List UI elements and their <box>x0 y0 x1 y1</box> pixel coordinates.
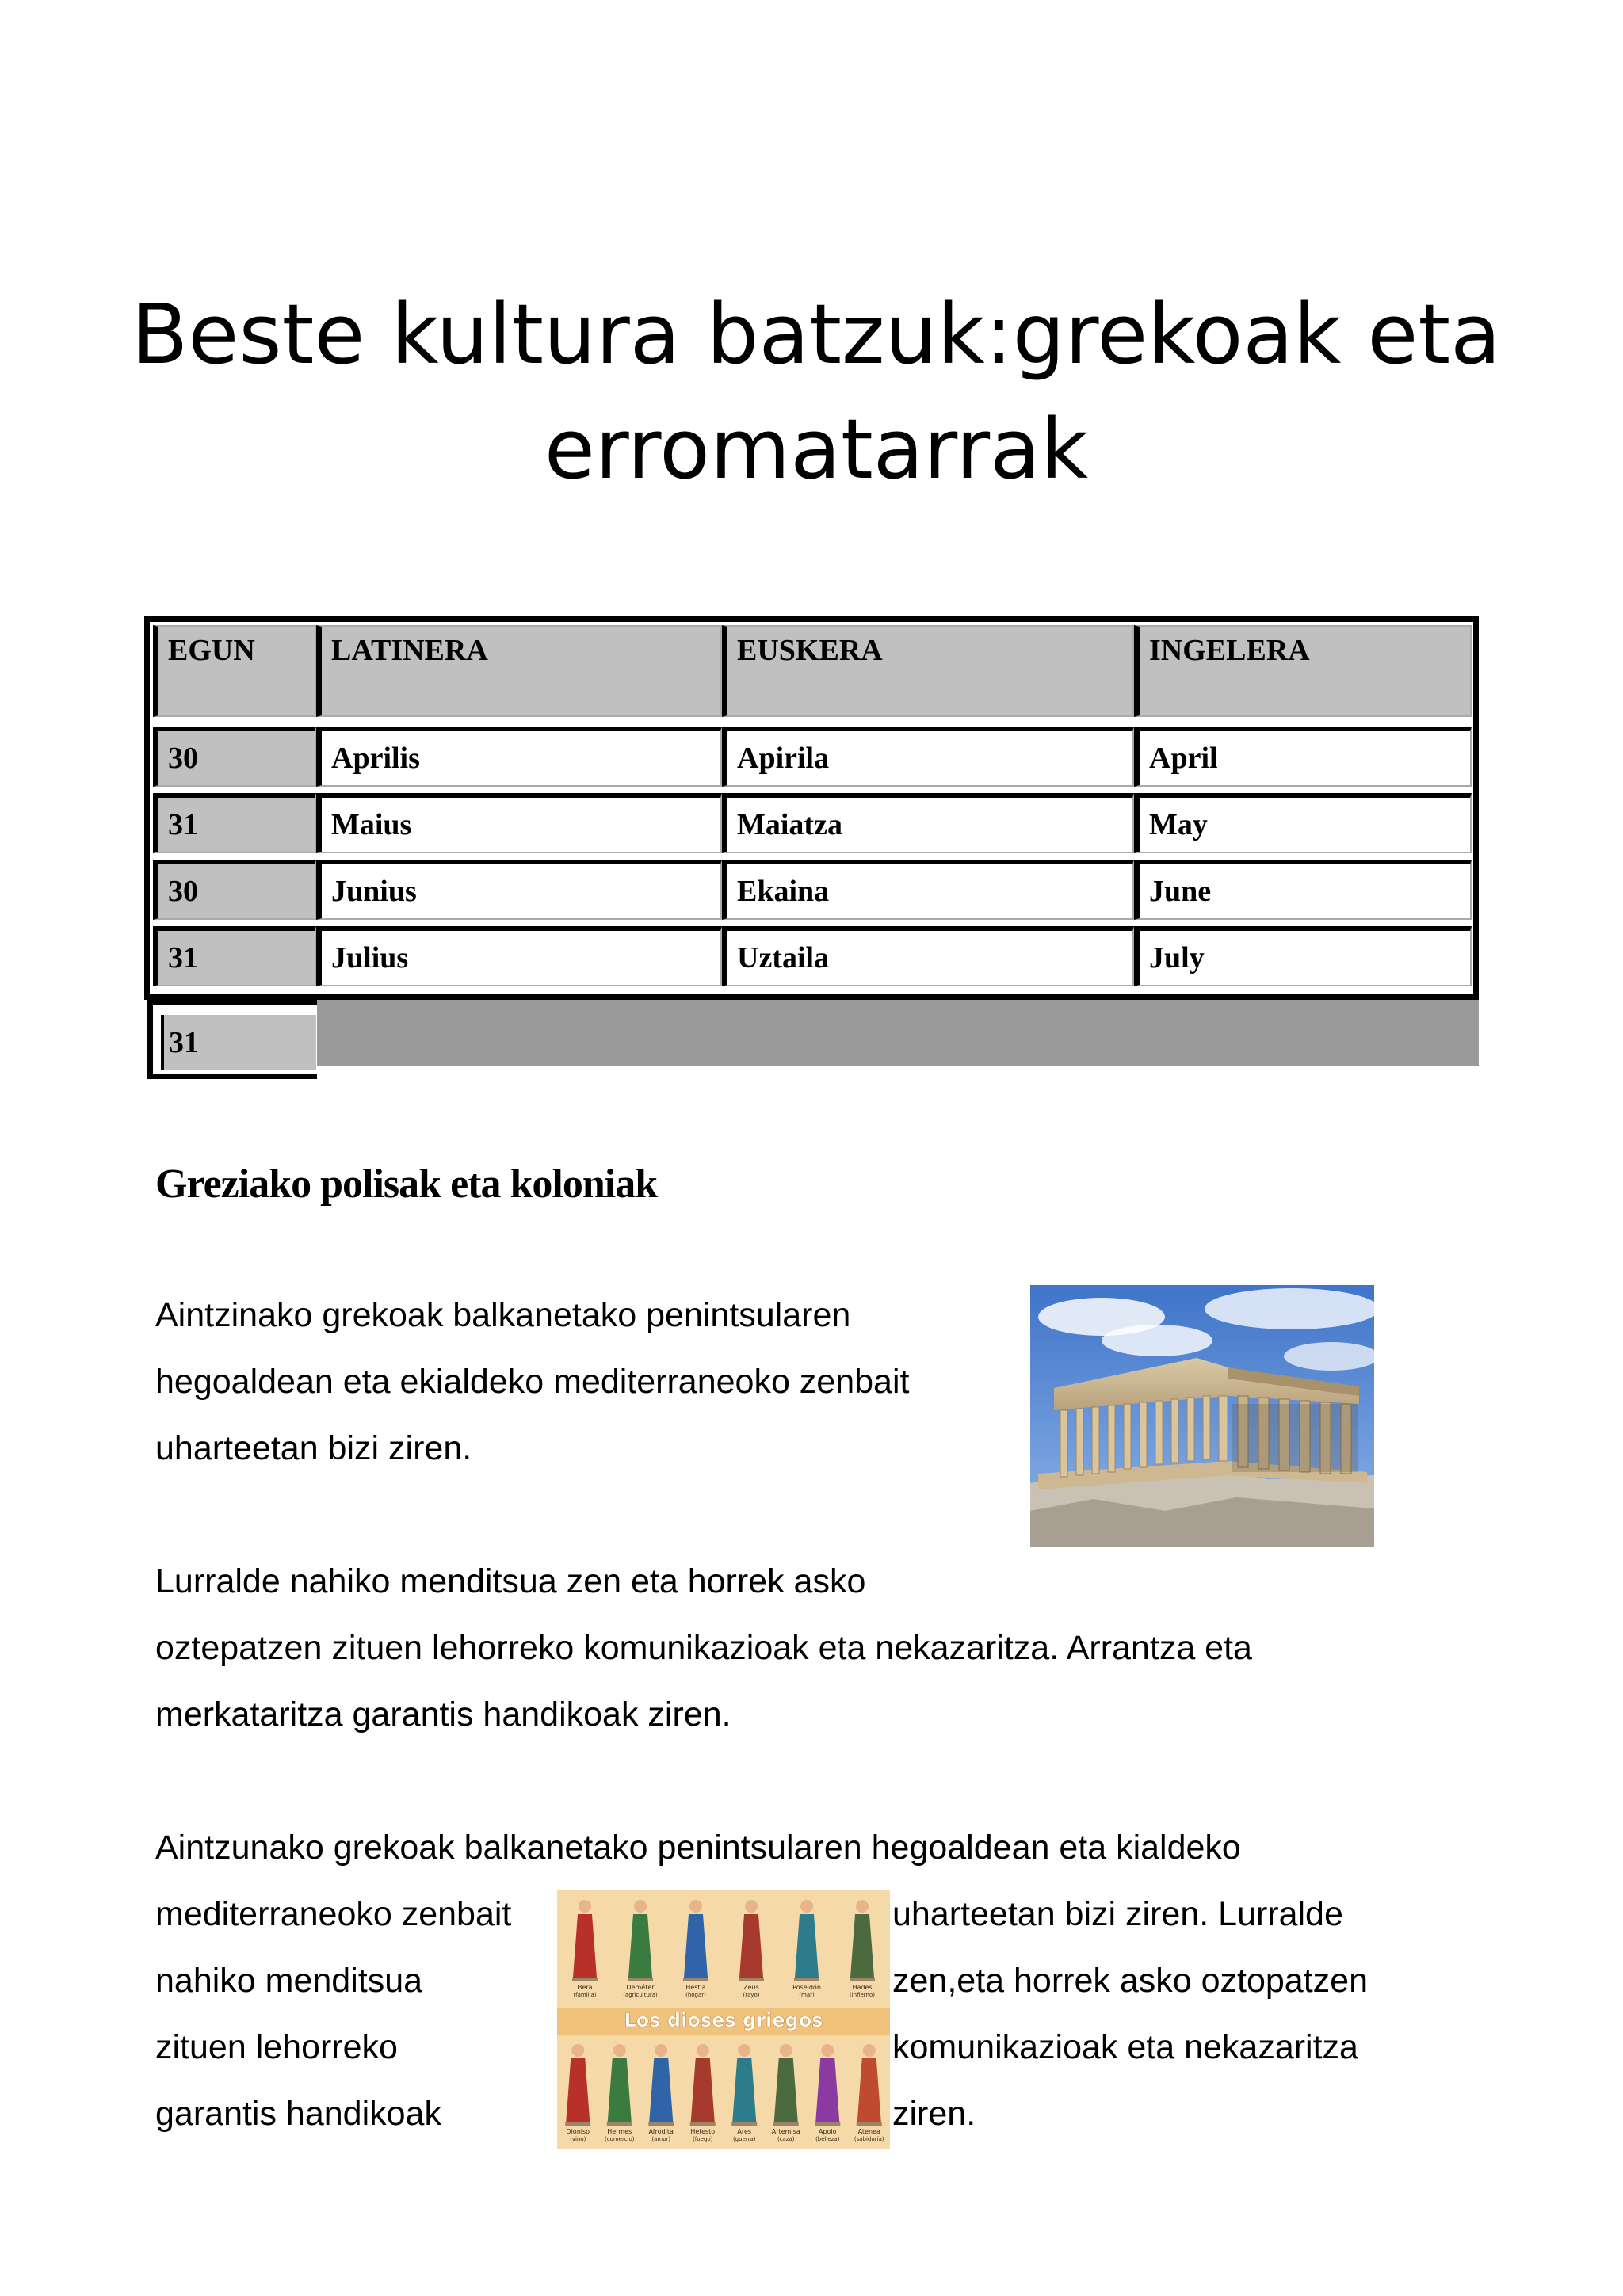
god-head <box>655 2044 667 2057</box>
gods-banner-text: Los dioses griegos <box>624 2009 823 2031</box>
paragraph-line: mediterraneoko zenbait <box>155 1895 512 1933</box>
god-role: (belleza) <box>815 2136 840 2142</box>
parthenon-image <box>1030 1285 1374 1547</box>
god-head <box>856 1900 869 1913</box>
paragraph-line: Aintzinako grekoak balkanetako penintsularen <box>155 1296 851 1334</box>
god-head <box>697 2044 709 2057</box>
page-title-line-2: erromatarrak <box>544 401 1089 498</box>
god-name: Hefesto <box>690 2128 716 2135</box>
table-cell: Junius <box>316 860 722 920</box>
god-role: (caza) <box>777 2136 795 2142</box>
table-extra-row-fill <box>317 1000 1479 1066</box>
god-name: Atenea <box>857 2128 880 2135</box>
god-name: Dioniso <box>566 2128 590 2135</box>
god-head <box>780 2044 792 2057</box>
table-header-ingelera: INGELERA <box>1134 625 1472 717</box>
table-cell: 31 <box>153 926 316 986</box>
table-cell: Maiatza <box>722 793 1134 853</box>
god-head <box>800 1900 813 1913</box>
god-role: (agricultura) <box>623 1992 658 1998</box>
table-cell: 30 <box>153 727 316 787</box>
god-name: Hestia <box>685 1984 706 1991</box>
paragraph-line: uharteetan bizi ziren. <box>155 1429 472 1467</box>
god-name: Apolo <box>818 2128 837 2135</box>
paragraph-line: merkataritza garantis handikoak ziren. <box>155 1695 731 1733</box>
god-name: Poseidón <box>792 1984 821 1991</box>
god-base <box>773 2122 799 2126</box>
table-cell: May <box>1134 793 1472 853</box>
paragraph-line: oztepatzen zituen lehorreko komunikazioak eta nekazaritza. Arrantza eta <box>155 1629 1252 1667</box>
god-head <box>821 2044 834 2057</box>
table-cell: 30 <box>153 860 316 920</box>
god-base <box>565 2122 590 2126</box>
god-head <box>745 1900 758 1913</box>
god-role: (rayo) <box>743 1992 760 1998</box>
table-cell: 31 <box>153 793 316 853</box>
table-cell: April <box>1134 727 1472 787</box>
paragraph-line: zituen lehorreko <box>155 2028 398 2066</box>
paragraph-line: ziren. <box>892 2095 976 2133</box>
god-base <box>739 1978 764 1981</box>
table-cell: Aprilis <box>316 727 722 787</box>
paragraph-line: Lurralde nahiko menditsua zen eta horrek asko <box>155 1562 866 1600</box>
table-header-euskera: EUSKERA <box>722 625 1134 717</box>
god-role: (guerra) <box>732 2136 756 2142</box>
god-base <box>794 1978 819 1981</box>
table-extra-row <box>147 1000 317 1079</box>
god-head <box>689 1900 702 1913</box>
god-name: Hermes <box>607 2128 632 2135</box>
paragraph-3-right-column <box>892 1881 1368 2147</box>
god-role: (infierno) <box>849 1992 876 1998</box>
god-role: (comercio) <box>604 2136 635 2142</box>
god-role: (mar) <box>799 1992 815 1998</box>
god-role: (amor) <box>651 2136 671 2142</box>
paragraph-line: zen,eta horrek asko oztopatzen <box>892 1962 1368 2000</box>
god-head <box>634 1900 647 1913</box>
table-cell: Maius <box>316 793 722 853</box>
god-head <box>571 2044 584 2057</box>
page-title <box>119 277 1514 507</box>
god-head <box>738 2044 750 2057</box>
god-name: Zeus <box>743 1984 759 1991</box>
god-name: Hera <box>577 1984 593 1991</box>
paragraph-3-first-line <box>155 1814 1241 1881</box>
table-cell: Uztaila <box>722 926 1134 986</box>
paragraph-line: hegoaldean eta ekialdeko mediterraneoko zenbait <box>155 1363 910 1401</box>
paragraph-3-left-column <box>155 1881 511 2147</box>
section-heading: Greziako polisak eta koloniak <box>155 1161 658 1207</box>
god-base <box>690 2122 716 2126</box>
god-base <box>683 1978 708 1981</box>
table-cell: June <box>1134 860 1472 920</box>
god-base <box>607 2122 632 2126</box>
paragraph-line: uharteetan bizi ziren. Lurralde <box>892 1895 1343 1933</box>
god-base <box>850 1978 875 1981</box>
god-head <box>613 2044 626 2057</box>
god-base <box>857 2122 882 2126</box>
god-role: (fuego) <box>693 2136 713 2142</box>
god-role: (familia) <box>573 1992 597 1998</box>
god-head <box>579 1900 591 1913</box>
table-cell: Apirila <box>722 727 1134 787</box>
table-cell: July <box>1134 926 1472 986</box>
table-cell: Julius <box>316 926 722 986</box>
paragraph-line: garantis handikoak <box>155 2095 441 2133</box>
paragraph-2 <box>155 1548 1252 1748</box>
table-cell: 31 <box>161 1015 316 1070</box>
god-name: Artemisa <box>771 2128 800 2135</box>
god-role: (sabiduría) <box>854 2136 884 2142</box>
god-base <box>815 2122 840 2126</box>
god-base <box>572 1978 598 1981</box>
table-header-latinera: LATINERA <box>316 625 722 717</box>
page-title-line-1: Beste kultura batzuk:grekoak eta <box>132 286 1501 383</box>
god-role: (vino) <box>570 2136 586 2142</box>
god-name: Deméter <box>626 1984 655 1991</box>
god-name: Hades <box>852 1984 873 1991</box>
god-base <box>628 1978 653 1981</box>
paragraph-line: Aintzunako grekoak balkanetako penintsularen hegoaldean eta kialdeko <box>155 1829 1241 1867</box>
god-base <box>731 2122 757 2126</box>
table-cell: Ekaina <box>722 860 1134 920</box>
paragraph-line: komunikazioak eta nekazaritza <box>892 2028 1358 2066</box>
paragraph-line: nahiko menditsua <box>155 1962 423 2000</box>
months-table <box>144 616 1479 1000</box>
god-role: (hogar) <box>685 1992 706 1998</box>
god-name: Ares <box>737 2128 752 2135</box>
paragraph-1 <box>155 1282 909 1482</box>
god-base <box>648 2122 674 2126</box>
greek-gods-image <box>557 1890 890 2149</box>
god-name: Afrodita <box>648 2128 674 2135</box>
god-head <box>863 2044 876 2057</box>
table-header-egun: EGUN <box>153 625 316 717</box>
